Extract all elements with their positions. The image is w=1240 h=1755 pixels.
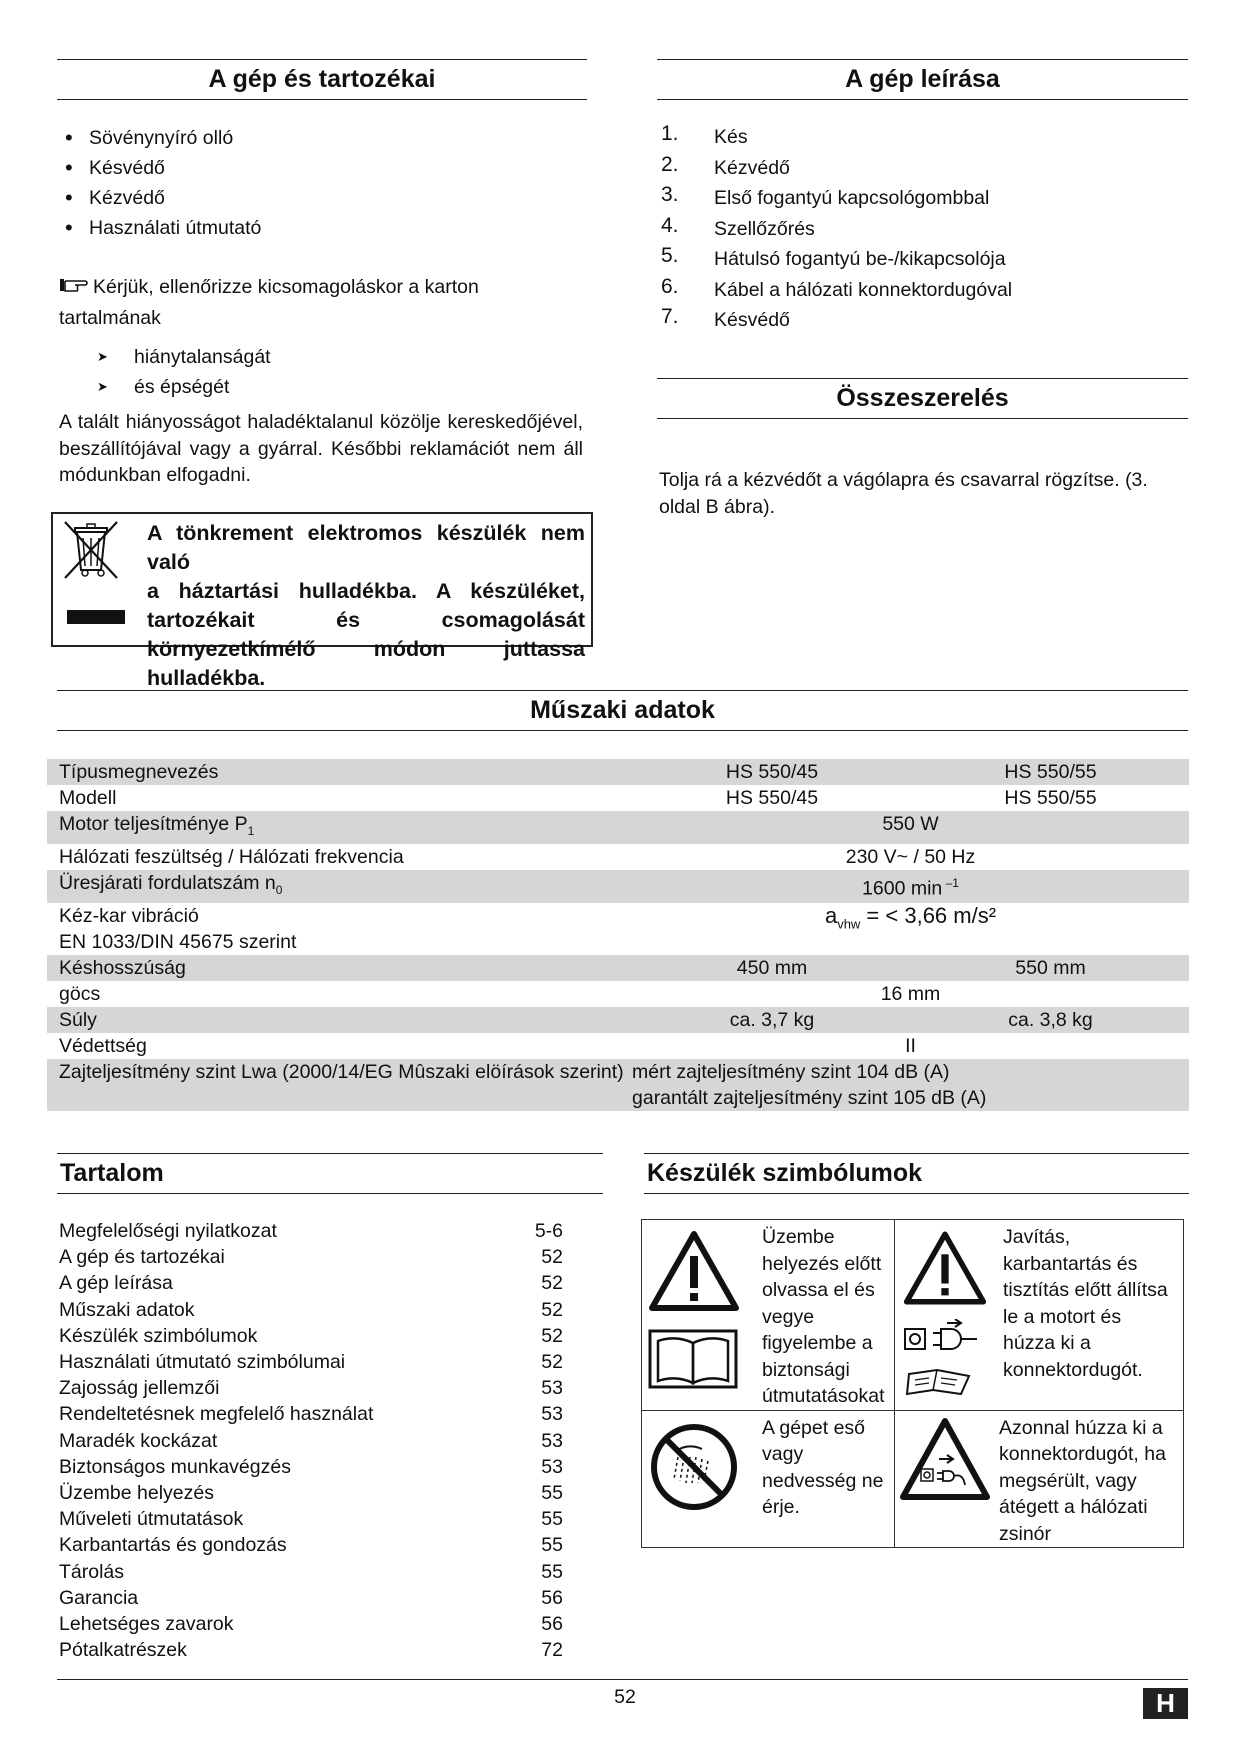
spec-label: Hálózati feszültség / Hálózati frekvencia [59, 845, 404, 868]
toc-entry[interactable] [59, 1637, 563, 1663]
damaged-cable-warning-icon [895, 1411, 995, 1548]
weee-line: környezetkímélő módon juttassa hulladékba. [147, 637, 585, 690]
toc-page: 72 [541, 1639, 563, 1662]
symbol-line: vegye [762, 1305, 815, 1328]
spec-value [632, 903, 1189, 955]
accessories-list [59, 123, 579, 243]
list-item [659, 183, 1179, 214]
table-row [47, 844, 1189, 870]
toc-list [59, 1218, 563, 1663]
toc-title: Műszaki adatok [59, 1298, 195, 1321]
toc-page: 52 [541, 1351, 563, 1374]
item-number: 7. [661, 305, 679, 328]
spec-value: II [905, 1034, 916, 1057]
symbol-line: A gépet eső [762, 1416, 866, 1439]
language-badge: H [1143, 1688, 1188, 1719]
spec-label [47, 870, 632, 903]
toc-entry[interactable] [59, 1428, 563, 1454]
toc-page: 55 [541, 1560, 563, 1583]
spec-label: Típusmegnevezés [47, 759, 632, 785]
toc-title: Használati útmutató szimbólumai [59, 1351, 346, 1374]
toc-page: 53 [541, 1377, 563, 1400]
toc-entry[interactable] [59, 1375, 563, 1401]
symbol-line: olvassa el és [762, 1279, 875, 1301]
spec-value: HS 550/45 [632, 759, 912, 785]
check-note [59, 272, 529, 333]
no-rain-icon [642, 1411, 758, 1521]
toc-page: 53 [541, 1455, 563, 1478]
spec-value: HS 550/45 [725, 787, 819, 809]
toc-title: Pótalkatrészek [59, 1639, 187, 1662]
item-number: 6. [661, 274, 679, 298]
missing-items-paragraph: A talált hiányosságot haladéktalanul közölje kereskedőjével, beszállítójával vagy a gyárral. Későbbi reklamációt nem áll módunkban elfogadni. [59, 411, 583, 486]
unplug-icon [903, 1319, 999, 1360]
toc-page: 56 [541, 1586, 563, 1609]
crossed-out-bin-icon [59, 518, 119, 578]
symbol-line: útmutatásokat [762, 1385, 885, 1407]
toc-title: Üzembe helyezés [59, 1482, 214, 1505]
spec-value-text: a [824, 902, 838, 928]
item-number: 2. [661, 152, 679, 176]
toc-title: Készülék szimbólumok [59, 1324, 258, 1347]
description-heading: A gép leírása [657, 59, 1188, 100]
toc-page: 52 [541, 1246, 563, 1269]
table-row [47, 785, 1189, 811]
symbol-line: le a motort és [1003, 1305, 1122, 1328]
symbol-line: konnektordugót, ha [999, 1443, 1166, 1465]
item-number: 5. [661, 244, 679, 267]
spec-label-text: Kéz-kar vibráció [59, 904, 199, 927]
toc-entry[interactable] [59, 1349, 563, 1375]
symbol-text [758, 1220, 888, 1410]
symbol-line: Azonnal húzza ki a [999, 1416, 1163, 1439]
list-item [659, 244, 1179, 275]
check-note-text: Kérjük, ellenőrizze kicsomagoláskor a karton tartalmának [59, 276, 479, 329]
symbol-line: húzza ki a [1003, 1332, 1091, 1354]
weee-notice [51, 512, 593, 690]
weee-line: A tönkrement elektromos készülék nem való [147, 521, 585, 574]
assembly-heading: Összeszerelés [657, 378, 1188, 419]
symbol-line: Javítás, [1003, 1226, 1071, 1248]
toc-entry[interactable] [59, 1401, 563, 1427]
specs-heading: Műszaki adatok [57, 690, 1188, 731]
spec-label-sub: 0 [275, 882, 283, 897]
weee-line: tartozékait és csomagolását [147, 608, 585, 632]
symbol-cell [895, 1410, 1184, 1548]
toc-entry[interactable] [59, 1611, 563, 1637]
toc-entry[interactable] [59, 1559, 563, 1585]
accessories-heading: A gép és tartozékai [57, 59, 587, 100]
toc-title: Műveleti útmutatások [59, 1508, 244, 1531]
symbol-line: érje. [762, 1496, 800, 1518]
spec-value-text: mért zajteljesítmény szint 104 dB (A) [632, 1060, 950, 1083]
spec-label-sub: 1 [247, 823, 255, 838]
toc-page: 52 [541, 1272, 563, 1295]
item-label: Késvédő [714, 309, 790, 331]
table-row [47, 870, 1189, 903]
list-item [659, 305, 1179, 336]
parts-list [659, 122, 1179, 336]
toc-entry[interactable] [59, 1585, 563, 1611]
toc-entry[interactable] [59, 1218, 563, 1244]
item-label: Hátulsó fogantyú be-/kikapcsolója [714, 248, 1006, 270]
toc-entry[interactable] [59, 1270, 563, 1296]
spec-value: ca. 3,8 kg [912, 1007, 1189, 1033]
table-row [47, 759, 1189, 785]
table-row [47, 903, 1189, 955]
spec-value-text: = < 3,66 m/s² [860, 902, 997, 928]
spec-value-text: garantált zajteljesítmény szint 105 dB (A) [632, 1086, 987, 1109]
list-item: ➤ hiánytalanságát [59, 342, 459, 372]
symbol-line: zsinór [999, 1522, 1052, 1545]
spec-label: Zajteljesítmény szint Lwa (2000/14/EG Mûszaki elöírások szerint) [47, 1059, 632, 1111]
spec-label [47, 903, 632, 955]
check-list [59, 342, 459, 402]
list-item [659, 122, 1179, 153]
toc-entry[interactable] [59, 1244, 563, 1270]
spec-value [632, 870, 1189, 903]
item-label: Kézvédő [714, 156, 790, 179]
toc-title: Lehetséges zavarok [59, 1613, 234, 1636]
item-label: Kábel a hálózati konnektordugóval [714, 278, 1013, 301]
symbol-line: átégett a hálózati [999, 1496, 1148, 1518]
symbol-text [995, 1411, 1170, 1548]
weee-line: a háztartási hulladékba. A készüléket, [147, 579, 585, 603]
spec-label-text: Motor teljesítménye P [59, 813, 248, 835]
symbol-text [999, 1220, 1172, 1403]
toc-page: 52 [541, 1324, 563, 1347]
spec-label: Súly [47, 1007, 632, 1033]
spec-value: 550 W [632, 811, 1189, 844]
toc-title: Maradék kockázat [59, 1429, 218, 1452]
symbol-line: biztonsági [762, 1358, 850, 1381]
table-row [47, 811, 1189, 844]
page-number: 52 [614, 1686, 636, 1708]
toc-title: Rendeltetésnek megfelelő használat [59, 1403, 374, 1426]
toc-title: Garancia [59, 1586, 139, 1609]
toc-page: 53 [541, 1429, 563, 1452]
list-item: • Kézvédő [59, 183, 579, 213]
toc-title: Zajosság jellemzői [59, 1377, 220, 1400]
spec-label-text: Üresjárati fordulatszám n [59, 871, 276, 894]
symbol-line: helyezés előtt [762, 1252, 882, 1275]
weee-text [147, 519, 585, 693]
spec-value-sub: vhw [837, 916, 861, 932]
spec-value [632, 1059, 1189, 1111]
toc-entry[interactable] [59, 1532, 563, 1558]
list-item: • Sövénynyíró olló [59, 123, 579, 153]
toc-entry[interactable] [59, 1506, 563, 1532]
open-book-icon [648, 1329, 758, 1396]
spec-label: Késhosszúság [47, 955, 632, 981]
toc-heading: Tartalom [57, 1153, 603, 1194]
symbol-cell [642, 1410, 895, 1548]
spec-value: 450 mm [632, 955, 912, 981]
symbol-cell [895, 1220, 1184, 1411]
spec-label: göcs [59, 982, 101, 1005]
symbol-line: figyelembe a [762, 1332, 873, 1354]
spec-label: Védettség [59, 1034, 147, 1057]
list-item [659, 275, 1179, 306]
spec-value-sup: –1 [942, 875, 959, 890]
manual-icon [903, 1364, 999, 1403]
toc-title: A gép és tartozékai [59, 1246, 225, 1269]
list-item: • Használati útmutató [59, 213, 579, 243]
toc-entry[interactable] [59, 1297, 563, 1323]
toc-page: 53 [541, 1403, 563, 1426]
spec-value: ca. 3,7 kg [632, 1007, 912, 1033]
toc-title: Tárolás [59, 1560, 125, 1583]
specs-table [47, 759, 1189, 1111]
toc-entry[interactable] [59, 1454, 563, 1480]
toc-page: 52 [541, 1298, 563, 1321]
symbol-cell [642, 1220, 895, 1411]
symbol-line: megsérült, vagy [999, 1469, 1137, 1492]
symbol-line: nedvesség ne [762, 1469, 884, 1492]
item-label: Első fogantyú kapcsológombbal [714, 187, 990, 209]
toc-entry[interactable] [59, 1323, 563, 1349]
toc-page: 55 [541, 1508, 563, 1531]
list-item: • Késvédő [59, 153, 579, 183]
spec-value: HS 550/55 [1004, 787, 1097, 809]
toc-title: Biztonságos munkavégzés [59, 1455, 291, 1478]
spec-value-text: 1600 min [862, 877, 943, 900]
weee-bar [67, 610, 125, 624]
warning-triangle-icon [903, 1230, 999, 1311]
table-row [47, 981, 1189, 1007]
toc-title: Karbantartás és gondozás [59, 1534, 287, 1557]
symbols-heading: Készülék szimbólumok [644, 1153, 1189, 1194]
item-number: 3. [661, 183, 679, 206]
toc-page: 55 [541, 1534, 563, 1557]
toc-page: 56 [541, 1613, 563, 1636]
assembly-text: Tolja rá a kézvédőt a vágólapra és csavarral rögzítse. (3. oldal B ábra). [659, 469, 1148, 518]
item-label: Kés [714, 126, 748, 148]
table-row [642, 1220, 1184, 1411]
list-item: ➤ és épségét [59, 372, 459, 402]
table-row [47, 955, 1189, 981]
item-number: 1. [661, 122, 679, 145]
footer-rule [57, 1679, 1188, 1680]
spec-value: 550 mm [912, 955, 1189, 981]
list-item [659, 153, 1179, 184]
spec-value: 16 mm [880, 982, 941, 1005]
symbol-line: konnektordugót. [1003, 1358, 1143, 1381]
table-row [47, 1033, 1189, 1059]
toc-page: 5-6 [534, 1220, 563, 1242]
spec-value: HS 550/55 [912, 759, 1189, 785]
spec-label-text: EN 1033/DIN 45675 szerint [59, 930, 297, 953]
warning-triangle-icon [648, 1230, 758, 1317]
symbol-line: tisztítás előtt állítsa [1003, 1279, 1168, 1301]
list-item [659, 214, 1179, 245]
symbols-table [641, 1219, 1184, 1548]
toc-entry[interactable] [59, 1480, 563, 1506]
table-row [642, 1410, 1184, 1548]
item-number: 4. [661, 213, 679, 237]
symbol-line: karbantartás és [1003, 1252, 1138, 1275]
toc-title: Megfelelőségi nyilatkozat [59, 1220, 277, 1242]
spec-label: Modell [59, 787, 117, 809]
symbol-line: Üzembe [762, 1226, 835, 1248]
symbol-text [758, 1411, 887, 1521]
item-label: Szellőzőrés [714, 217, 815, 240]
symbol-line: vagy [762, 1443, 804, 1465]
spec-value: 230 V~ / 50 Hz [845, 845, 976, 868]
toc-title: A gép leírása [59, 1272, 173, 1295]
pointing-hand-icon [59, 273, 93, 303]
table-row [47, 1007, 1189, 1033]
spec-label [47, 811, 632, 844]
table-row [47, 1059, 1189, 1111]
toc-page: 55 [541, 1482, 563, 1505]
